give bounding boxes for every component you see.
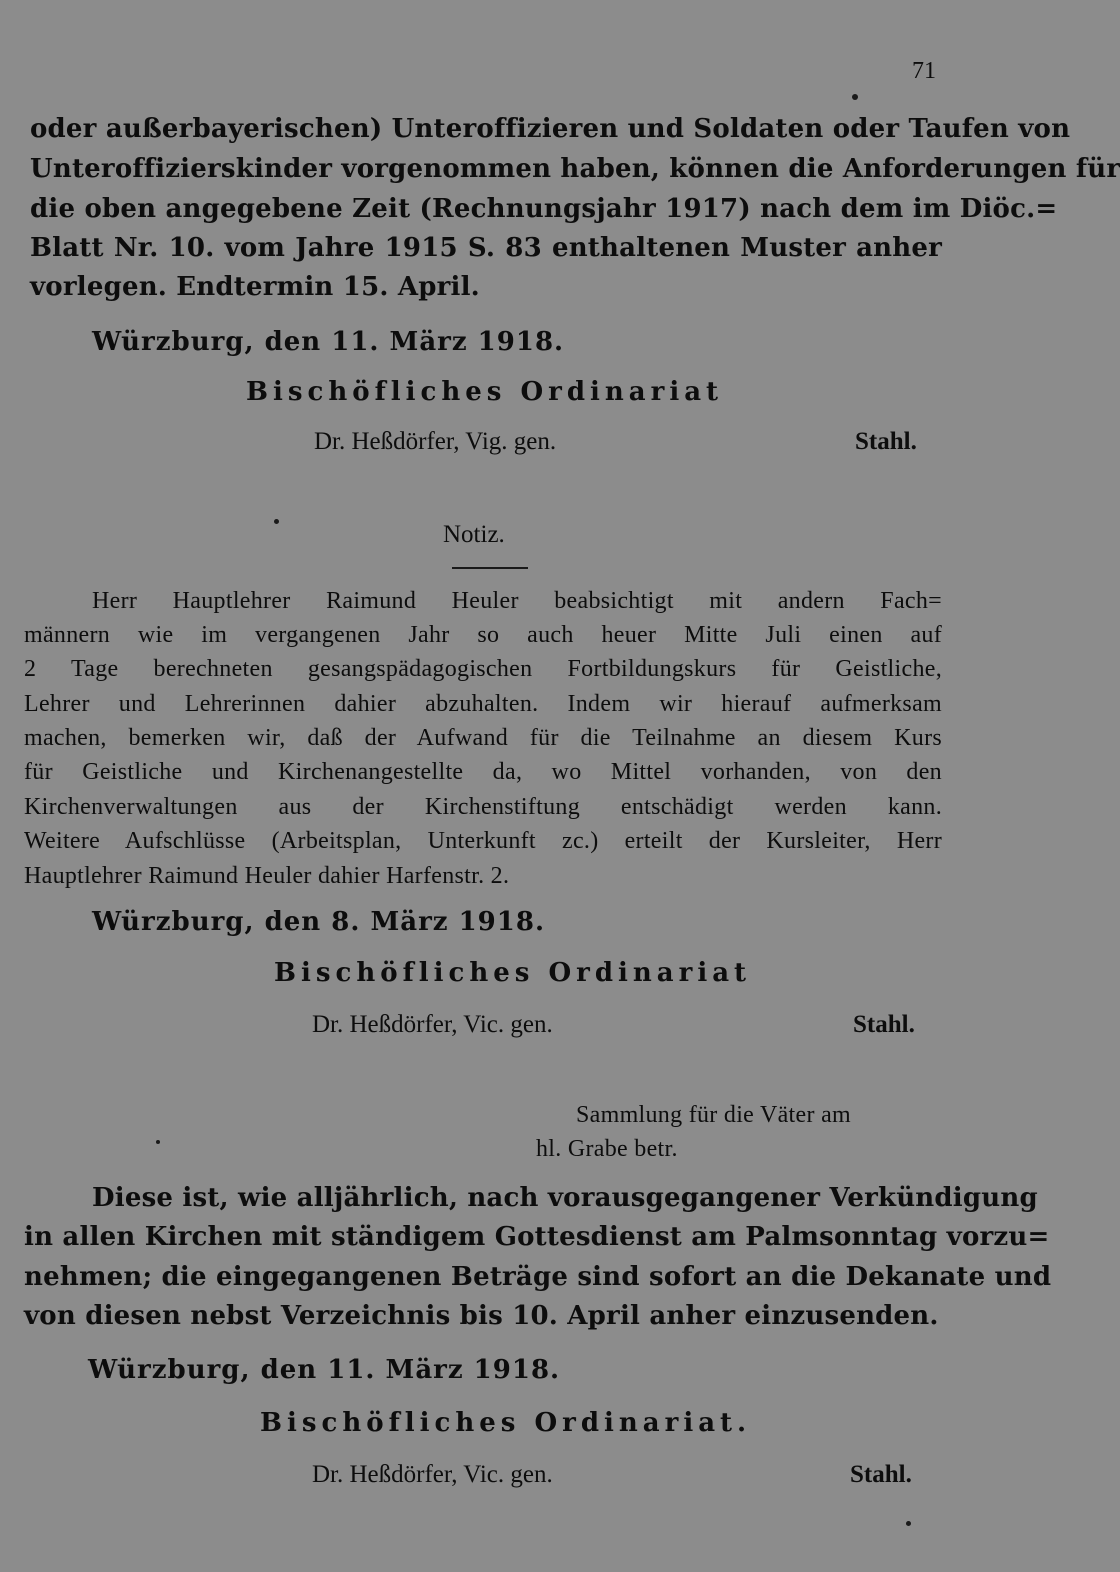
authority-line: Bischöfliches Ordinariat bbox=[274, 958, 752, 988]
signature-right: Stahl. bbox=[853, 1011, 915, 1038]
print-speck bbox=[906, 1521, 911, 1526]
print-speck bbox=[852, 94, 858, 100]
print-speck bbox=[156, 1140, 160, 1144]
paragraph-line: Lehrer und Lehrerinnen dahier abzuhalten. Indem wir hierauf aufmerksam bbox=[24, 691, 942, 717]
authority-line: Bischöfliches Ordinariat bbox=[246, 377, 724, 407]
paragraph-line: Herr Hauptlehrer Raimund Heuler beabsichtigt mit andern Fach= bbox=[92, 588, 942, 614]
section-heading: Notiz. bbox=[443, 521, 505, 548]
paragraph-line: Kirchenverwaltungen aus der Kirchenstiftung entschädigt werden kann. bbox=[24, 794, 942, 820]
paragraph-line: vorlegen. Endtermin 15. April. bbox=[30, 272, 480, 302]
signature-left: Dr. Heßdörfer, Vig. gen. bbox=[314, 428, 557, 455]
paragraph-line: machen, bemerken wir, daß der Aufwand für die Teilnahme an diesem Kurs bbox=[24, 725, 942, 751]
paragraph-line: Blatt Nr. 10. vom Jahre 1915 S. 83 enthaltenen Muster anher bbox=[30, 233, 942, 263]
paragraph-line: Unteroffizierskinder vorgenommen haben, können die Anforderungen für bbox=[30, 154, 1120, 184]
date-line: Würzburg, den 11. März 1918. bbox=[92, 327, 565, 357]
paragraph-line: oder außerbayerischen) Unteroffizieren und Soldaten oder Taufen von bbox=[30, 114, 1071, 144]
signature-left: Dr. Heßdörfer, Vic. gen. bbox=[312, 1461, 553, 1488]
paragraph-line: nehmen; die eingegangenen Beträge sind sofort an die Dekanate und bbox=[24, 1262, 1052, 1292]
paragraph-line: die oben angegebene Zeit (Rechnungsjahr 1917) nach dem im Diöc.= bbox=[30, 194, 1058, 224]
paragraph-line: männern wie im vergangenen Jahr so auch heuer Mitte Juli einen auf bbox=[24, 622, 942, 648]
signature-right: Stahl. bbox=[850, 1461, 912, 1488]
paragraph-line: Weitere Aufschlüsse (Arbeitsplan, Unterkunft zc.) erteilt der Kursleiter, Herr bbox=[24, 828, 942, 854]
section-heading: Sammlung für die Väter am bbox=[576, 1102, 851, 1128]
date-line: Würzburg, den 11. März 1918. bbox=[88, 1355, 561, 1385]
paragraph-line: von diesen nebst Verzeichnis bis 10. April anher einzusenden. bbox=[24, 1301, 939, 1331]
date-line: Würzburg, den 8. März 1918. bbox=[92, 907, 546, 937]
paragraph-line: 2 Tage berechneten gesangspädagogischen Fortbildungskurs für Geistliche, bbox=[24, 656, 942, 682]
signature-left: Dr. Heßdörfer, Vic. gen. bbox=[312, 1011, 553, 1038]
section-heading: hl. Grabe betr. bbox=[536, 1136, 678, 1162]
paragraph-line: Hauptlehrer Raimund Heuler dahier Harfenstr. 2. bbox=[24, 863, 510, 889]
paragraph-line: in allen Kirchen mit ständigem Gottesdienst am Palmsonntag vorzu= bbox=[24, 1222, 1050, 1252]
paragraph-line: Diese ist, wie alljährlich, nach vorausgegangener Verkündigung bbox=[92, 1183, 1038, 1213]
paragraph-line: für Geistliche und Kirchenangestellte da, wo Mittel vorhanden, von den bbox=[24, 759, 942, 785]
heading-rule bbox=[452, 567, 528, 569]
page-number: 71 bbox=[912, 58, 936, 84]
signature-right: Stahl. bbox=[855, 428, 917, 455]
print-speck bbox=[274, 519, 279, 524]
authority-line: Bischöfliches Ordinariat. bbox=[260, 1408, 752, 1438]
